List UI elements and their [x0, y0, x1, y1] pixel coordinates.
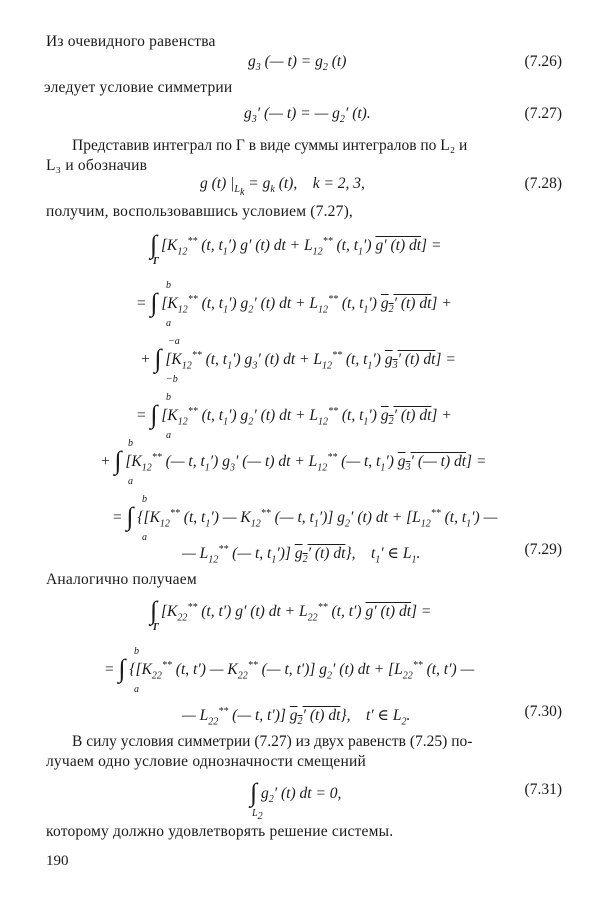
symmetry-text-1: В силу условия симметрии (7.27) из двух равенств (7.25) по- — [72, 733, 473, 750]
obtain-text: получим, воспользовавшись условием (7.27), — [46, 203, 354, 220]
represent-text-2: L₃ и обозначив — [46, 157, 148, 174]
represent-text-1: Представив интеграл по Γ в виде суммы интегралов по L₂ и — [72, 137, 468, 154]
equation-7-31: ∫ $L_2$ $g_2'$ (t) dt = 0, — [250, 778, 342, 822]
equation-7-30-line-1: ∫ Γ [$K_{22}^{**}$ (t, t′) g′ (t) dt + $L_{22}^{**}$ (t, t′) g′ (t) dt] = — [150, 596, 432, 633]
equation-number: (7.26) — [524, 53, 562, 70]
equation-7-30-line-2: = ∫ b a {[$K_{22}^{**}$ (t, t′) — $K_{22}^{**}$ (— t, t′)] $g_2'$ (t) dt + [$L_{22}^{**}$ (t, t′) — — [104, 646, 475, 695]
equation-7-30-line-3: — $L_{22}^{**}$ (— t, t′)] $g_2'$ (t) dt}, t′ ∈ $L_2$. — [182, 706, 411, 728]
equation-number: (7.27) — [524, 105, 562, 122]
follows-text: элeдует условие симметрии — [44, 79, 233, 96]
equation-7-29-line-3: + ∫ −a −b [$K_{12}^{**}$ (t, $t_1'$) $g_3'$ (t) dt + $L_{12}^{**}$ (t, $t_1'$) $g_3'$ (t) dt] = — [140, 336, 456, 385]
equation-7-29-line-1: ∫ Γ [$K_{12}^{**}$ (t, $t_1'$) g′ (t) dt + $L_{12}^{**}$ (t, $t_1'$) g′ (t) dt] = — [150, 230, 442, 267]
equation-number: (7.30) — [524, 703, 562, 720]
equation-7-28: g (t) $|_{L_k} = g_k$ (t), k = 2, 3, — [200, 175, 365, 199]
symmetry-text-2: лучаем одно условие однозначности смещений — [46, 753, 366, 770]
equation-number: (7.28) — [524, 175, 562, 192]
final-text: которому должно удовлетворять решение системы. — [46, 823, 394, 840]
similarly-text: Аналогично получаем — [46, 571, 197, 588]
equation-7-26: $g_3$ (— $t) = g_2$ (t) — [248, 53, 347, 74]
equation-7-29-line-7: — $L_{12}^{**}$ (— t, $t_1'$)] $g_2'$ (t) dt}, $t_1'$ ∈ $L_1$. — [182, 544, 421, 566]
equation-7-29-line-4: = ∫ b a [$K_{12}^{**}$ (t, $t_1'$) $g_2'$ (t) dt + $L_{12}^{**}$ (t, $t_1'$) $g_2'$ (t) dt] + — [136, 392, 452, 441]
equation-7-29-line-5: + ∫ b a [$K_{12}^{**}$ (— t, $t_1'$) $g_3'$ (— t) dt + $L_{12}^{**}$ (— t, $t_1'$) $g_3'$ (— t) dt] = — [100, 438, 487, 487]
intro-text: Из очевидного равенства — [46, 33, 216, 50]
equation-7-29-line-2: = ∫ b a [$K_{12}^{**}$ (t, $t_1'$) $g_2'$ (t) dt + $L_{12}^{**}$ (t, $t_1'$) $g_2'$ (t) dt] + — [136, 280, 452, 329]
equation-7-29-line-6: = ∫ b a {[$K_{12}^{**}$ (t, $t_1'$) — $K_{12}^{**}$ (— t, $t_1'$)] $g_2'$ (t) dt + [$L_{12}^{**}$ (t, $t_1'$) — — [112, 494, 498, 543]
equation-7-27: $g_3'$ (— t) = — $g_2'$ (t). — [244, 105, 371, 126]
equation-number: (7.29) — [524, 541, 562, 558]
page-number: 190 — [46, 853, 69, 869]
equation-number: (7.31) — [524, 781, 562, 798]
